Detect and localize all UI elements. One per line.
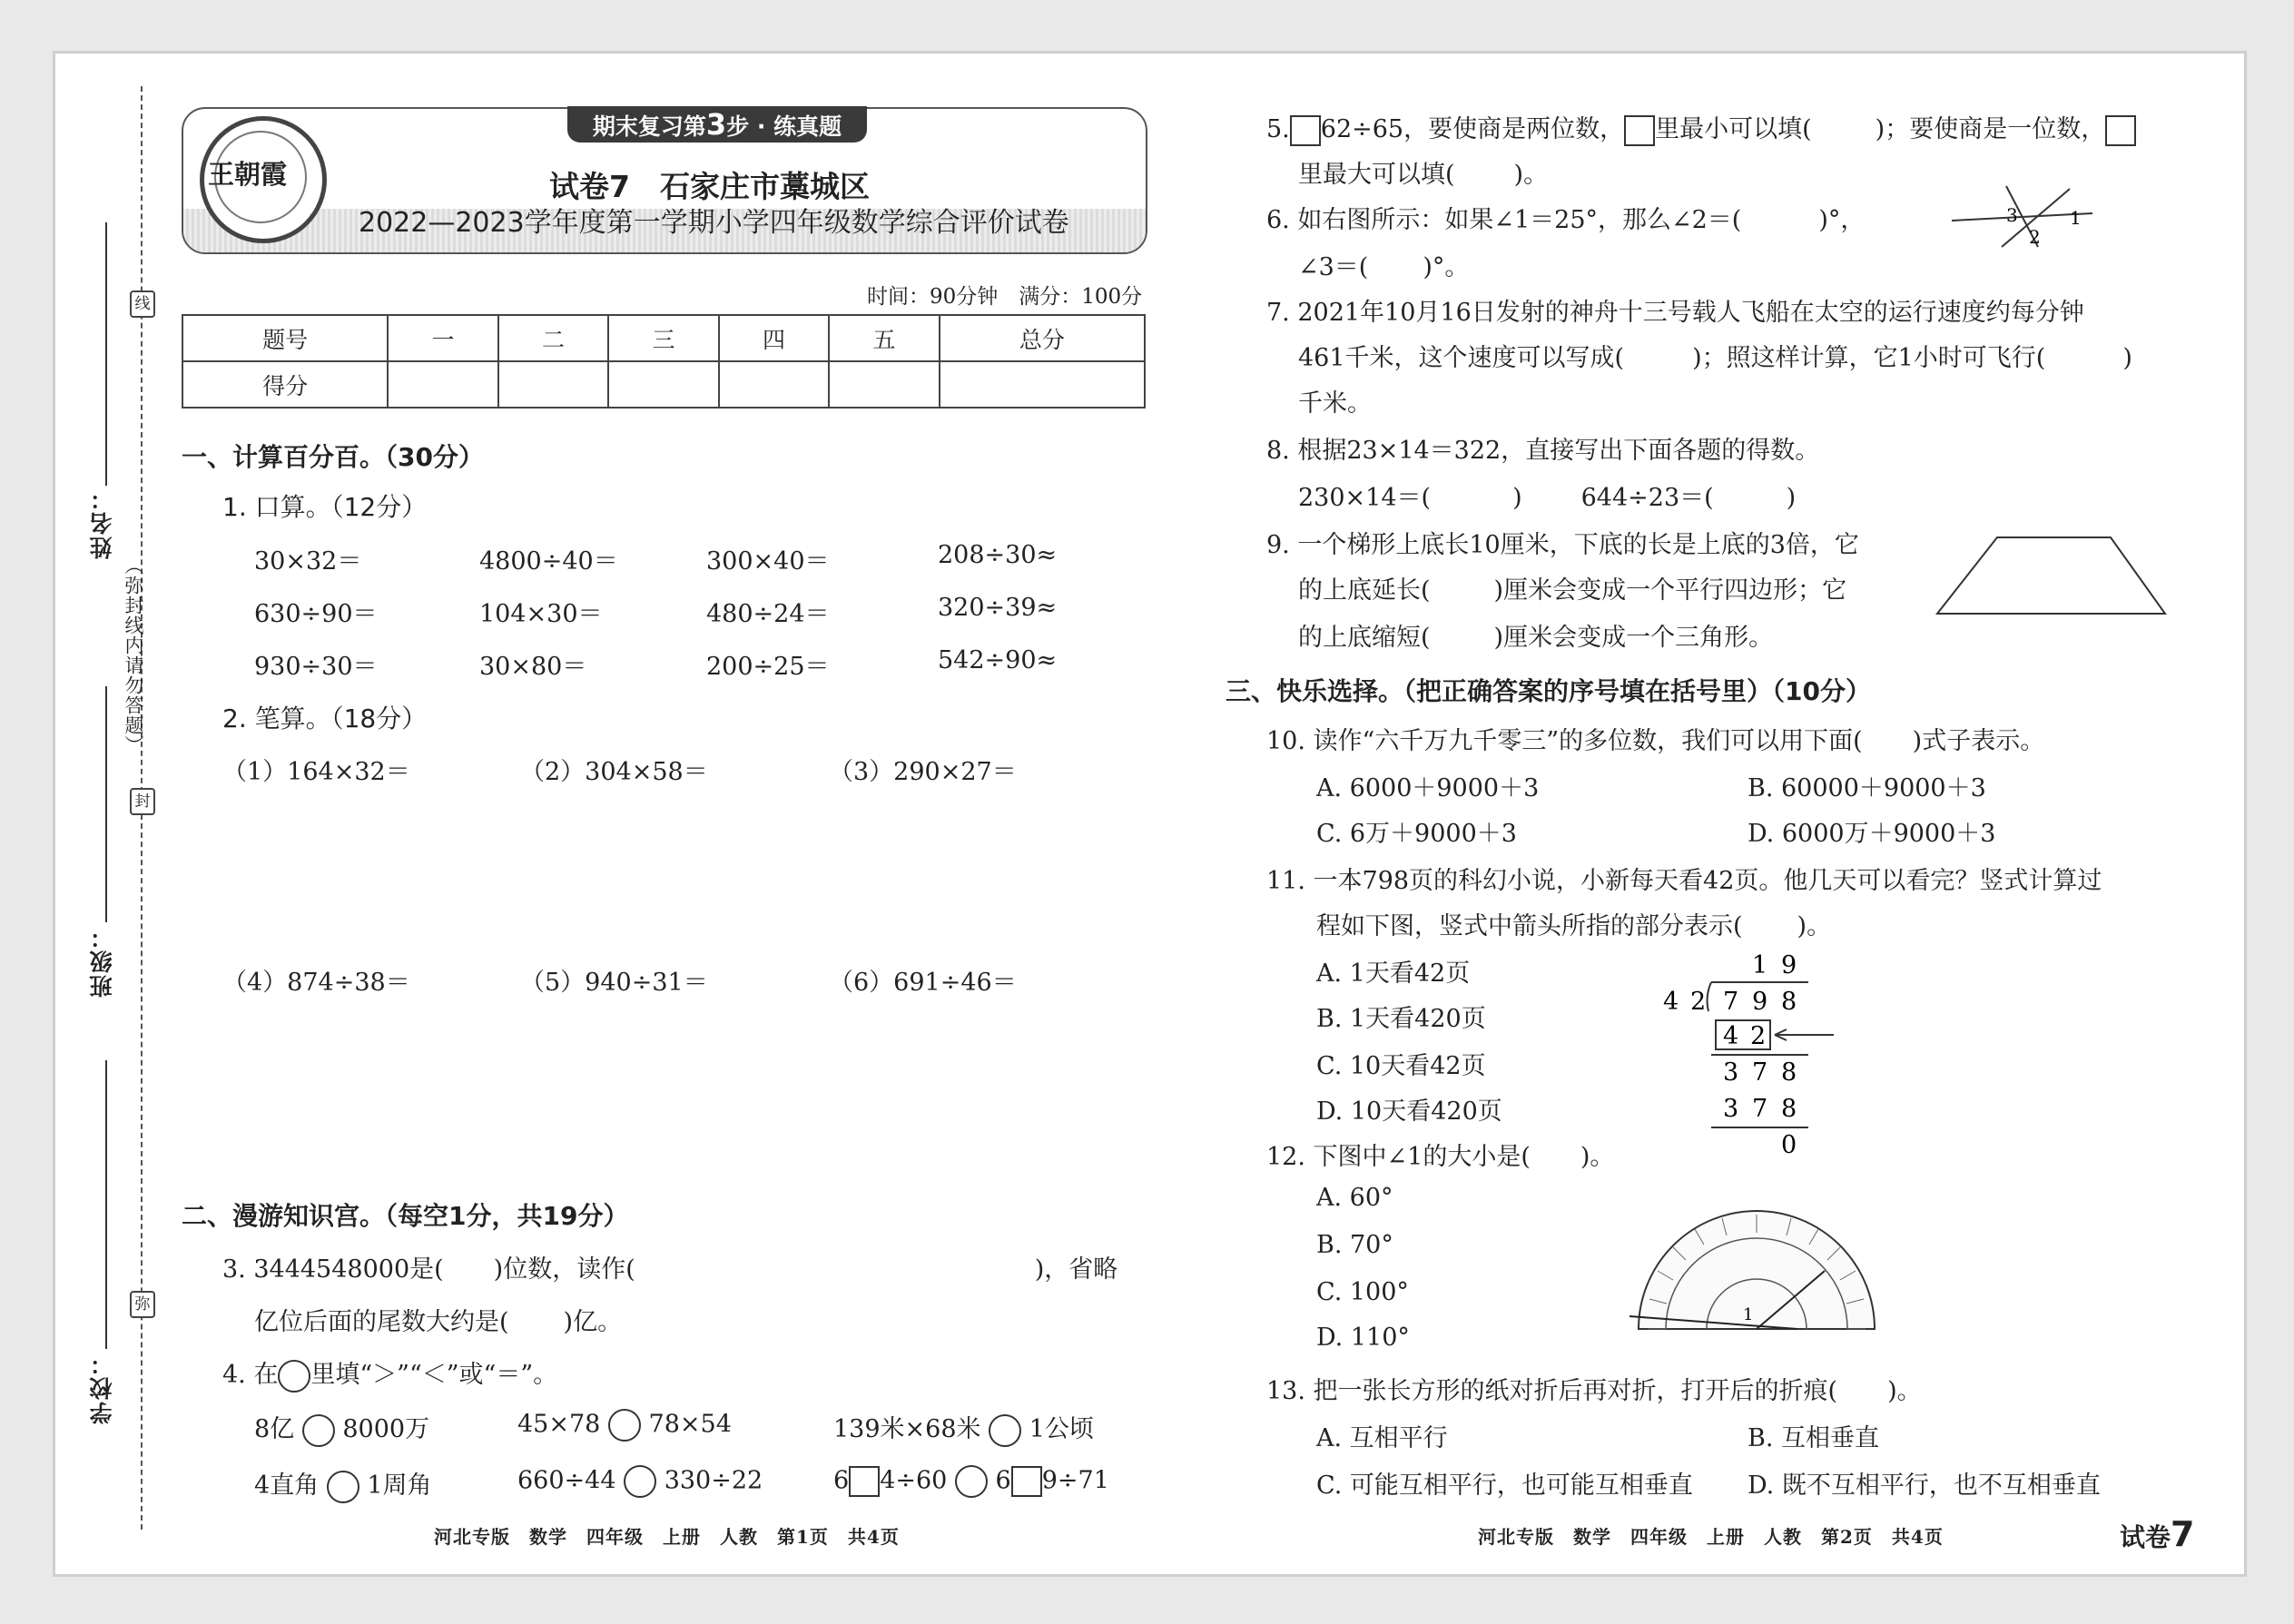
footer-left: 河北专版 数学 四年级 上册 人教 第1页 共4页 <box>434 1526 900 1548</box>
option-b[interactable]: B. 60000＋9000＋3 <box>1748 774 1986 802</box>
written-item: （4）874÷38＝ <box>222 969 410 997</box>
digit-box[interactable] <box>849 1466 880 1497</box>
trapezoid-figure <box>1934 534 2170 617</box>
written-item: （3）290×27＝ <box>829 758 1017 786</box>
option-c[interactable]: C. 10天看42页 <box>1316 1052 1486 1080</box>
digit-box[interactable] <box>1290 115 1321 146</box>
score-cell[interactable] <box>498 361 609 408</box>
class-label: 班级： <box>89 924 115 998</box>
question-13: 13. 把一张长方形的纸对折后再对折，打开后的折痕( )。 <box>1266 1377 1922 1405</box>
oral-item: 30×32＝ <box>254 547 362 576</box>
option-a[interactable]: A. 互相平行 <box>1316 1424 1448 1452</box>
dividend-digit: 8 <box>1781 988 1797 1016</box>
angle-label-1: 1 <box>1743 1305 1754 1324</box>
compare-item: 45×78 78×54 <box>517 1409 732 1442</box>
option-a[interactable]: A. 6000＋9000＋3 <box>1316 774 1540 802</box>
compare-item: 4直角 1周角 <box>254 1465 432 1503</box>
score-header-cell: 二 <box>498 315 609 361</box>
compare-item: 6 4÷60 6 9÷71 <box>833 1465 1109 1498</box>
step-digit: 3 <box>1723 1095 1739 1123</box>
compare-circle[interactable] <box>989 1414 1021 1447</box>
name-field[interactable] <box>105 222 107 486</box>
oral-item: 200÷25＝ <box>706 653 830 681</box>
option-b[interactable]: B. 70° <box>1316 1231 1393 1259</box>
question-7-line-1: 7. 2021年10月16日发射的神舟十三号载人飞船在太空的运行速度约每分钟 <box>1266 299 2084 327</box>
digit-box-icon <box>2105 115 2136 146</box>
class-field[interactable] <box>105 686 107 922</box>
compare-circle[interactable] <box>327 1471 359 1503</box>
option-c[interactable]: C. 100° <box>1316 1278 1409 1306</box>
question-5-line-2: 里最大可以填( )。 <box>1298 161 1549 189</box>
oral-item: 30×80＝ <box>479 653 587 681</box>
step-digit: 8 <box>1781 1058 1797 1087</box>
protractor-figure <box>1629 1209 1884 1336</box>
option-d[interactable]: D. 110° <box>1316 1324 1410 1352</box>
written-item: （2）304×58＝ <box>520 758 708 786</box>
time-info: 时间：90分钟 满分：100分 <box>867 285 1143 309</box>
score-header-cell: 三 <box>608 315 719 361</box>
step-digit: 7 <box>1752 1095 1768 1123</box>
question-1: 1. 口算。（12分） <box>222 492 428 522</box>
oral-item: 4800÷40＝ <box>479 547 618 576</box>
score-cell[interactable] <box>608 361 719 408</box>
question-6-line-2: ∠3＝( )°。 <box>1298 253 1470 281</box>
name-label: 姓名： <box>89 486 115 559</box>
school-field[interactable] <box>105 1060 107 1349</box>
step-digit: 4 <box>1723 1022 1739 1050</box>
option-c[interactable]: C. 6万＋9000＋3 <box>1316 820 1517 848</box>
binding-note: （弥封线内请勿答题） <box>123 556 144 755</box>
option-a[interactable]: A. 60° <box>1316 1184 1393 1212</box>
section-2-heading: 二、漫游知识宫。（每空1分，共19分） <box>182 1201 629 1231</box>
quotient-digit: 9 <box>1781 951 1797 979</box>
logo-text: 王朝霞 <box>208 159 288 190</box>
option-a[interactable]: A. 1天看42页 <box>1316 960 1471 988</box>
score-cell[interactable] <box>719 361 830 408</box>
compare-item: 139米×68米 1公顷 <box>833 1409 1094 1447</box>
divisor-digit: 2 <box>1690 988 1707 1016</box>
compare-circle[interactable] <box>955 1465 988 1498</box>
binding-tag-xian: 线 <box>130 290 155 318</box>
question-11-line-2: 程如下图，竖式中箭头所指的部分表示( )。 <box>1316 912 1832 940</box>
angle-label-3: 3 <box>2006 204 2018 226</box>
footer-right: 河北专版 数学 四年级 上册 人教 第2页 共4页 <box>1478 1526 1944 1548</box>
option-b[interactable]: B. 互相垂直 <box>1748 1424 1880 1452</box>
option-b[interactable]: B. 1天看420页 <box>1316 1005 1486 1033</box>
score-cell[interactable] <box>388 361 498 408</box>
question-5-line-1: 5. 62÷65，要使商是两位数， 里最小可以填( )；要使商是一位数， <box>1266 109 2136 146</box>
oral-item: 480÷24＝ <box>706 600 830 628</box>
question-3-line-1: 3. 3444548000是( )位数，读作( )，省略 <box>222 1255 1118 1284</box>
step-digit: 2 <box>1750 1022 1767 1050</box>
exam-subtitle: 2022—2023学年度第一学期小学四年级数学综合评价试卷 <box>359 207 1069 239</box>
question-8-line-1: 8. 根据23×14＝322，直接写出下面各题的得数。 <box>1266 437 1820 465</box>
step-digit: 8 <box>1781 1095 1797 1123</box>
angle-label-1: 1 <box>2070 207 2082 229</box>
question-10: 10. 读作“六千万九千零三”的多位数，我们可以用下面( )式子表示。 <box>1266 727 2045 755</box>
oral-item: 320÷39≈ <box>938 594 1058 622</box>
written-item: （5）940÷31＝ <box>520 969 708 997</box>
division-bracket <box>1708 982 1711 1011</box>
option-d[interactable]: D. 10天看420页 <box>1316 1097 1502 1126</box>
question-7-line-3: 千米。 <box>1298 389 1372 418</box>
written-item: （1）164×32＝ <box>222 758 410 786</box>
digit-box-icon <box>1624 115 1655 146</box>
question-3-line-2: 亿位后面的尾数大约是( )亿。 <box>254 1308 623 1336</box>
dividend-digit: 7 <box>1723 988 1739 1016</box>
option-c[interactable]: C. 可能互相平行，也可能互相垂直 <box>1316 1471 1693 1500</box>
compare-circle[interactable] <box>302 1414 335 1447</box>
divisor-digit: 4 <box>1663 988 1679 1016</box>
angle-figure <box>1947 182 2102 254</box>
score-header-cell: 总分 <box>940 315 1145 361</box>
question-2: 2. 笔算。（18分） <box>222 704 428 733</box>
score-header-cell: 一 <box>388 315 498 361</box>
oral-item: 104×30＝ <box>479 600 603 628</box>
compare-circle[interactable] <box>624 1465 656 1498</box>
oral-item: 542÷90≈ <box>938 646 1058 674</box>
score-header-cell: 题号 <box>182 315 388 361</box>
question-8-line-2: 230×14＝( ) 644÷23＝( ) <box>1298 484 1797 512</box>
question-7-line-2: 461千米，这个速度可以写成( )；照这样计算，它1小时可飞行( ) <box>1298 344 2132 372</box>
question-12: 12. 下图中∠1的大小是( )。 <box>1266 1143 1615 1171</box>
compare-item: 660÷44 330÷22 <box>517 1465 763 1498</box>
dividend-digit: 9 <box>1752 988 1768 1016</box>
score-header-cell: 四 <box>719 315 830 361</box>
option-d[interactable]: D. 6000万＋9000＋3 <box>1748 820 1996 848</box>
binding-tag-mi: 弥 <box>130 1291 155 1318</box>
oral-item: 300×40＝ <box>706 547 830 576</box>
question-9-line-2: 的上底延长( )厘米会变成一个平行四边形；它 <box>1298 576 1847 605</box>
compare-circle-icon <box>278 1360 310 1393</box>
oral-item: 630÷90＝ <box>254 600 378 628</box>
compare-item: 8亿 8000万 <box>254 1409 429 1447</box>
trapezoid-shape <box>1937 537 2165 614</box>
remainder-digit: 0 <box>1781 1131 1797 1159</box>
section-3-heading: 三、快乐选择。（把正确答案的序号填在括号里）（10分） <box>1226 676 1871 706</box>
question-9-line-1: 9. 一个梯形上底长10厘米，下底的长是上底的3倍，它 <box>1266 531 1859 559</box>
score-cell[interactable] <box>829 361 940 408</box>
quotient-digit: 1 <box>1752 951 1768 979</box>
score-table <box>182 314 1146 408</box>
compare-circle[interactable] <box>608 1409 641 1442</box>
angle-label-2: 2 <box>2029 226 2041 248</box>
question-11-line-1: 11. 一本798页的科幻小说，小新每天看42页。他几天可以看完？竖式计算过 <box>1266 867 2102 895</box>
oral-item: 930÷30＝ <box>254 653 378 681</box>
exam-badge: 试卷7 <box>2120 1514 2195 1554</box>
written-item: （6）691÷46＝ <box>829 969 1017 997</box>
exam-title: 试卷7 石家庄市藁城区 <box>549 169 870 204</box>
section-1-heading: 一、计算百分百。（30分） <box>182 442 484 472</box>
step-digit: 7 <box>1752 1058 1768 1087</box>
school-label: 学校： <box>89 1351 115 1424</box>
question-9-line-3: 的上底缩短( )厘米会变成一个三角形。 <box>1298 624 1774 652</box>
option-d[interactable]: D. 既不互相平行，也不互相垂直 <box>1748 1471 2101 1500</box>
question-6-line-1: 6. 如右图所示：如果∠1＝25°，那么∠2＝( )°， <box>1266 206 1866 234</box>
score-row-label: 得分 <box>182 361 388 408</box>
binding-tag-feng: 封 <box>130 788 155 815</box>
score-cell[interactable] <box>940 361 1145 408</box>
header-banner: 期末复习第3步 · 练真题 <box>567 106 867 143</box>
digit-box[interactable] <box>1011 1466 1042 1497</box>
oral-item: 208÷30≈ <box>938 541 1058 569</box>
score-header-cell: 五 <box>829 315 940 361</box>
long-division-figure <box>1652 946 1843 1164</box>
step-digit: 3 <box>1723 1058 1739 1087</box>
question-4: 4. 在 里填“＞”“＜”或“＝”。 <box>222 1354 557 1393</box>
